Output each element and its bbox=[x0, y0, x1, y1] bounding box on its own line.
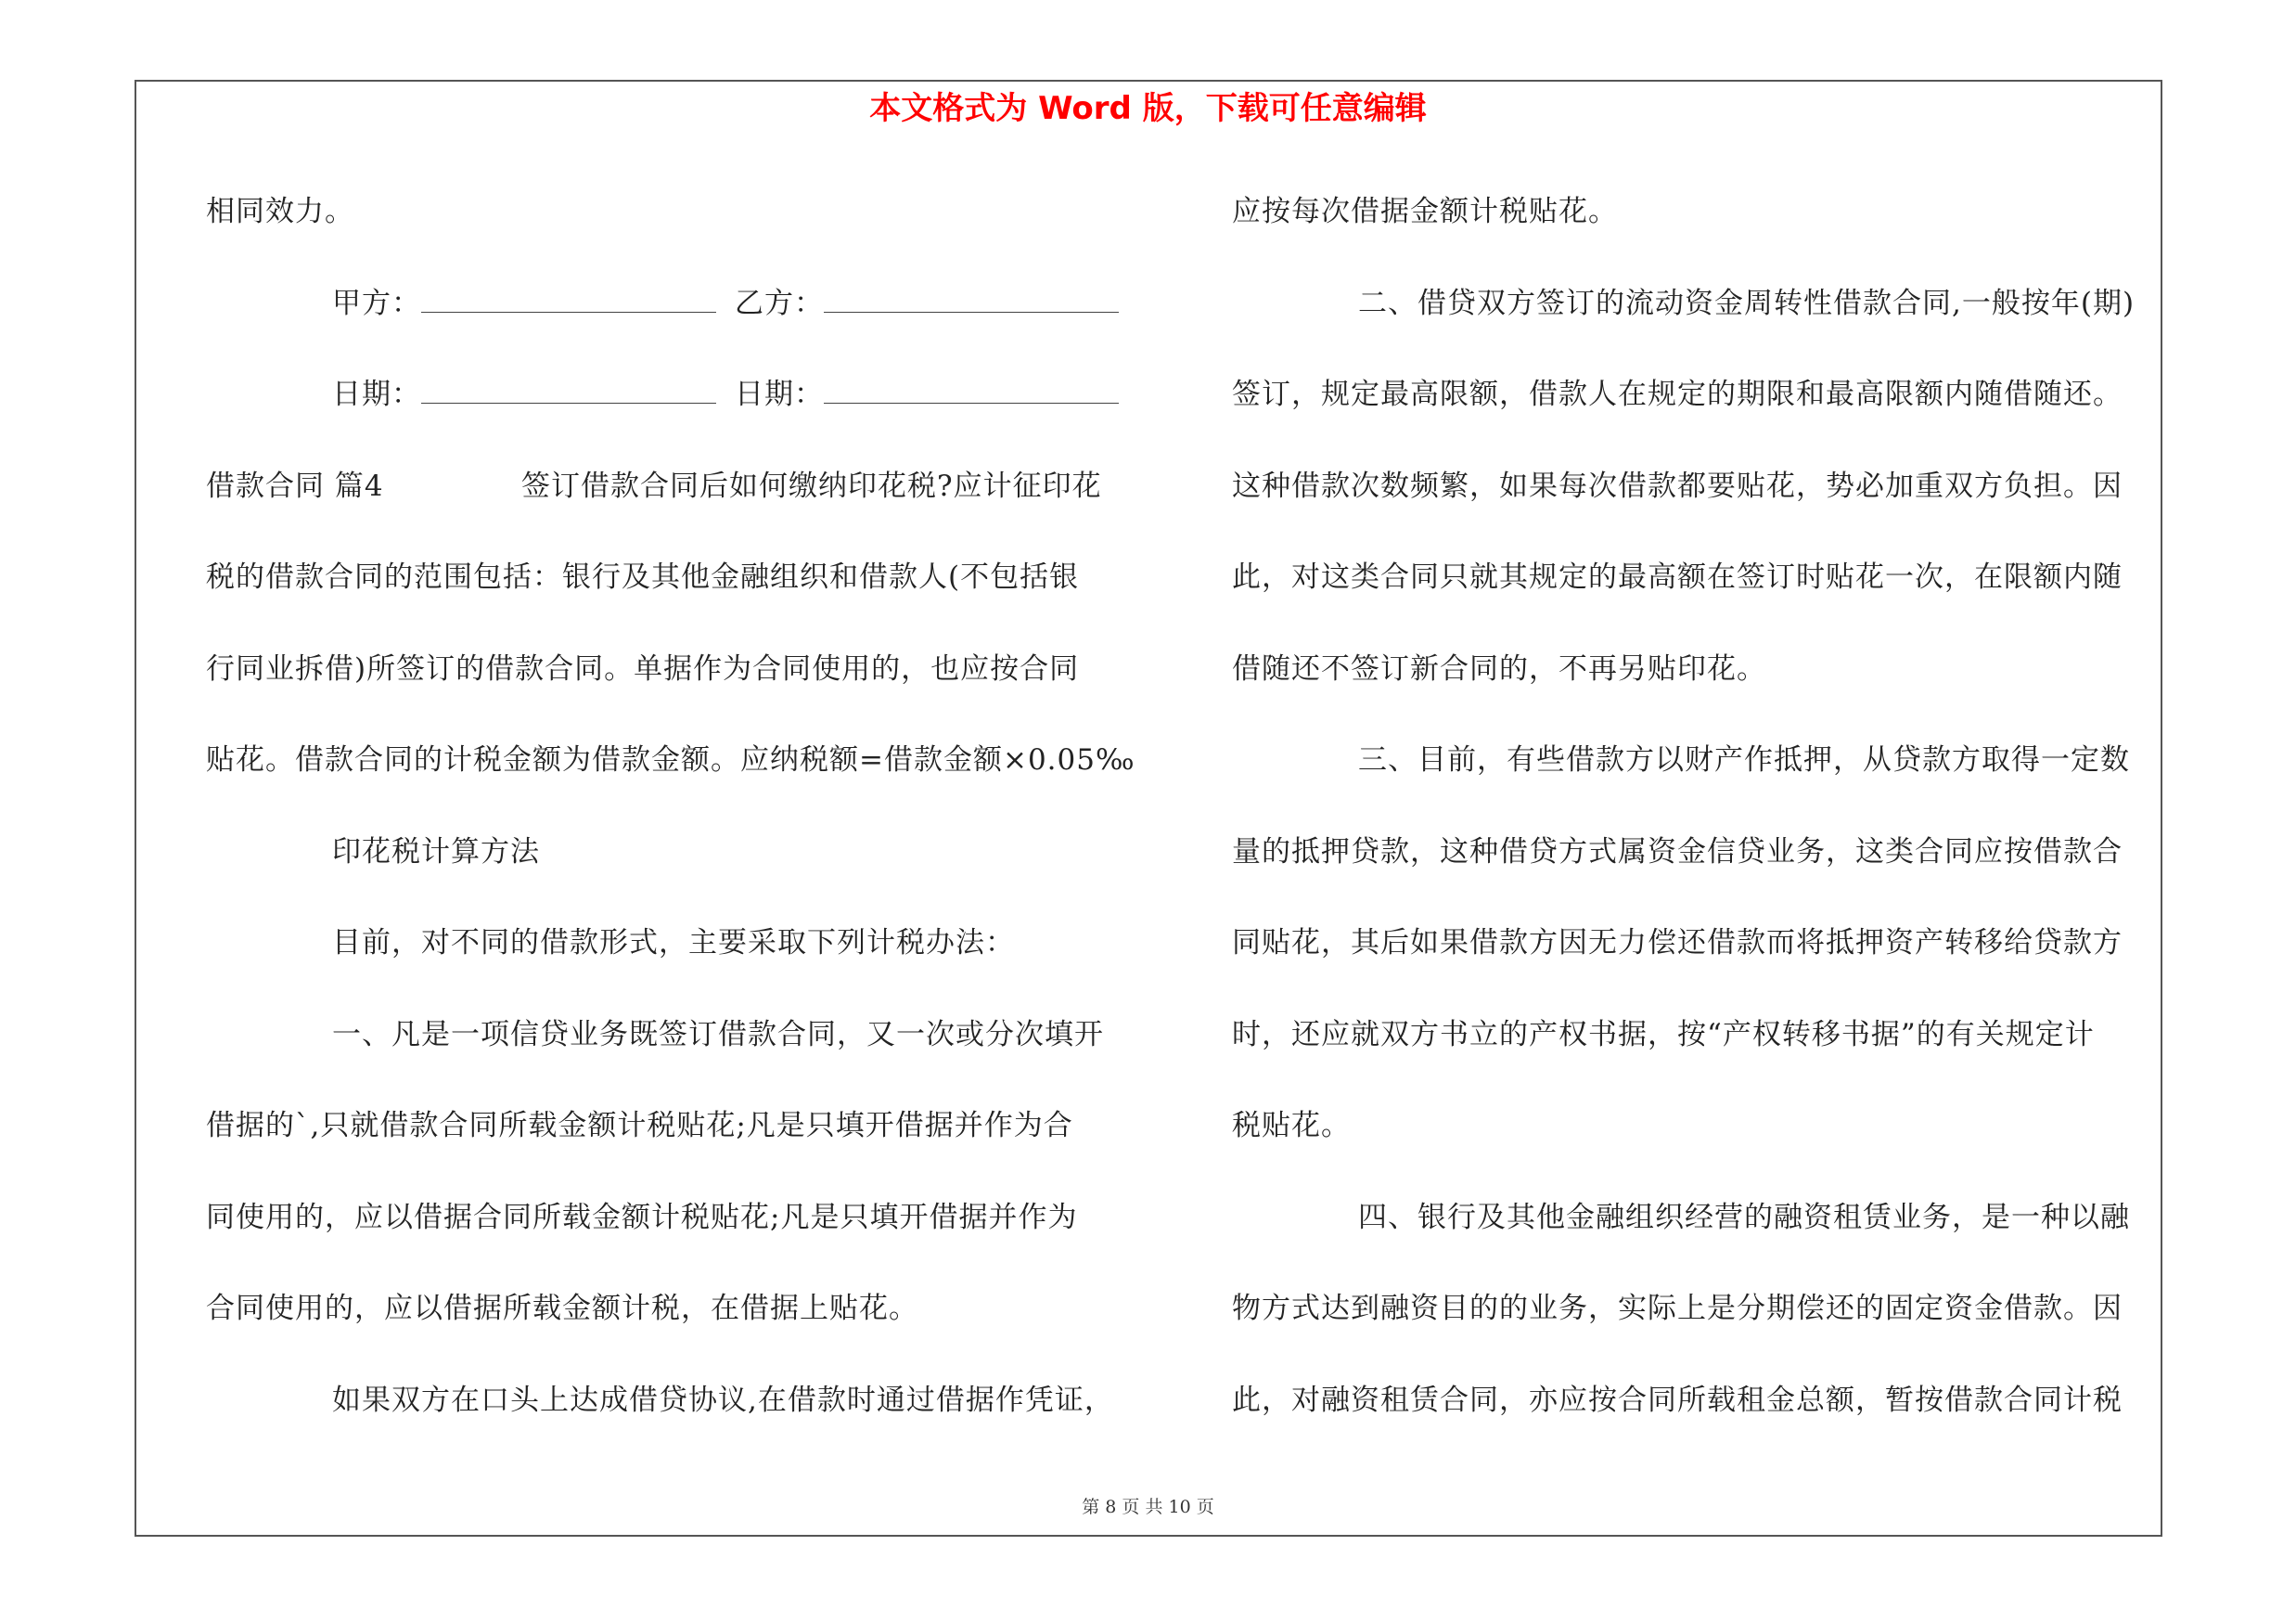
paragraph-line: 如果双方在口头上达成借贷协议,在借款时通过借据作凭证， bbox=[332, 1383, 1114, 1417]
paragraph-line: 量的抵押贷款，这种借贷方式属资金信贷业务，这类合同应按借款合 bbox=[1232, 834, 2123, 869]
paragraph-line: 时，还应就双方书立的产权书据，按“产权转移书据”的有关规定计 bbox=[1232, 1017, 2095, 1051]
right-column bbox=[1232, 184, 2174, 1463]
section-heading: 借款合同 篇4 bbox=[206, 469, 384, 503]
paragraph-line: 此，对融资租赁合同，亦应按合同所载租金总额，暂按借款合同计税 bbox=[1232, 1383, 2123, 1417]
paragraph-line: 三、目前，有些借款方以财产作抵押，从贷款方取得一定数 bbox=[1358, 743, 2130, 777]
paragraph-line: 行同业拆借)所签订的借款合同。单据作为合同使用的，也应按合同 bbox=[206, 651, 1080, 686]
date-b-blank bbox=[824, 369, 1119, 404]
party-a-blank bbox=[421, 278, 716, 313]
paragraph-line: 合同使用的，应以借据所载金额计税，在借据上贴花。 bbox=[206, 1292, 918, 1325]
paragraph-line: 应按每次借据金额计税贴花。 bbox=[1232, 195, 1618, 228]
paragraph-line: 同使用的，应以借据合同所载金额计税贴花;凡是只填开借据并作为 bbox=[206, 1200, 1078, 1234]
left-column bbox=[206, 184, 1161, 1463]
paragraph-line: 同贴花，其后如果借款方因无力偿还借款而将抵押资产转移给贷款方 bbox=[1232, 926, 2123, 960]
paragraph-line: 签订，规定最高限额，借款人在规定的期限和最高限额内随借随还。 bbox=[1232, 378, 2123, 411]
paragraph-line: 此，对这类合同只就其规定的最高额在签订时贴花一次，在限额内随 bbox=[1232, 560, 2123, 594]
paragraph-line: 税贴花。 bbox=[1232, 1109, 1351, 1142]
date-a-label: 日期： bbox=[332, 378, 421, 411]
paragraph-line: 物方式达到融资目的的业务，实际上是分期偿还的固定资金借款。因 bbox=[1232, 1292, 2123, 1325]
subheading: 印花税计算方法 bbox=[332, 834, 540, 869]
paragraph-line: 这种借款次数频繁，如果每次借款都要贴花，势必加重双方负担。因 bbox=[1232, 469, 2123, 503]
signature-row-dates bbox=[206, 367, 1161, 458]
paragraph-line: 相同效力。 bbox=[206, 195, 354, 228]
paragraph-line: 二、借贷双方签订的流动资金周转性借款合同,一般按年(期) bbox=[1358, 286, 2136, 320]
page-header-title: 本文格式为 Word 版，下载可任意编辑 bbox=[869, 90, 1427, 127]
paragraph-line: 借随还不签订新合同的，不再另贴印花。 bbox=[1232, 651, 1766, 686]
paragraph-line: 一、凡是一项信贷业务既签订借款合同，又一次或分次填开 bbox=[332, 1017, 1104, 1051]
date-a-blank bbox=[421, 369, 716, 404]
paragraph-line: 贴花。借款合同的计税金额为借款金额。应纳税额=借款金额×0.05‰ bbox=[206, 743, 1135, 777]
paragraph-line: 目前，对不同的借款形式，主要采取下列计税办法： bbox=[332, 926, 1015, 960]
paragraph-line: 税的借款合同的范围包括：银行及其他金融组织和借款人(不包括银 bbox=[206, 560, 1080, 594]
paragraph-line: 借据的`,只就借款合同所载金额计税贴花;凡是只填开借据并作为合 bbox=[206, 1109, 1073, 1142]
section-heading-line bbox=[206, 458, 1161, 550]
page-number: 第 8 页 共 10 页 bbox=[1082, 1497, 1214, 1517]
date-b-label: 日期： bbox=[735, 378, 824, 411]
party-a-label: 甲方： bbox=[332, 286, 421, 320]
party-b-label: 乙方： bbox=[735, 286, 824, 320]
party-b-blank bbox=[824, 278, 1119, 313]
paragraph-line: 四、银行及其他金融组织经营的融资租赁业务，是一种以融 bbox=[1358, 1200, 2130, 1234]
signature-row-parties bbox=[206, 276, 1161, 367]
paragraph-line: 签订借款合同后如何缴纳印花税?应计征印花 bbox=[521, 469, 1102, 503]
